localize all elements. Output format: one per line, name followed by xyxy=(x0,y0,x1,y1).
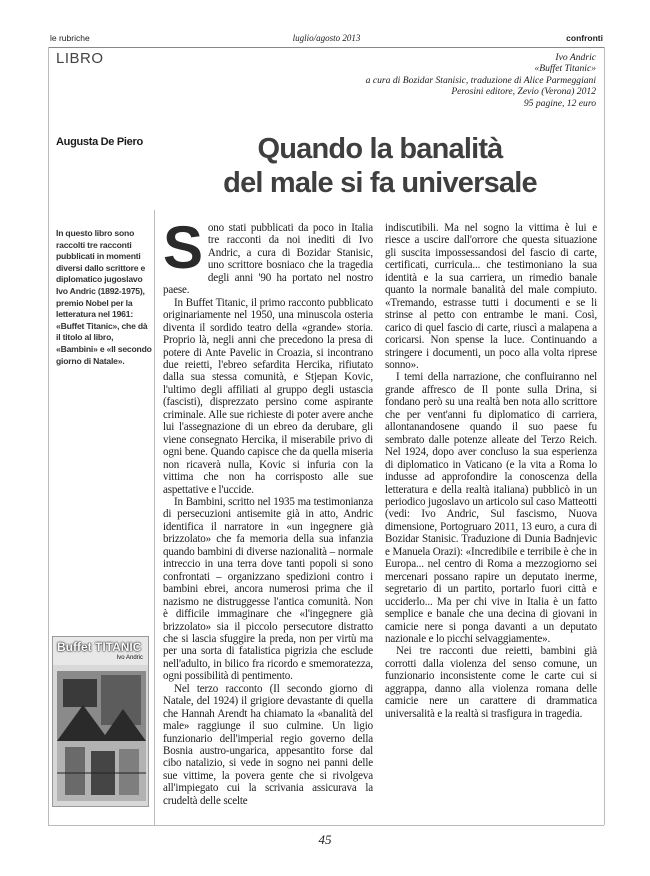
running-head xyxy=(50,33,603,47)
article-author: Augusta De Piero xyxy=(56,136,143,148)
paragraph: I temi della narrazione, che confluiranno nel grande affresco de Il ponte sulla Drina, si fondano però su una realtà ben nota allo scrittore che per vent'anni fu diplomatico di carriera, allontanandosene quando il suo paese fu sembrato dalle potenze alleate del Terzo Reich. Nel 1924, dopo aver concluso la sua esperienza di diplomatico in Vaticano (e la vita a Roma lo indusse ad approfondire la conoscenza della letteratura e della realtà italiana) pubblicò in un periodico jugoslavo un articolo sul caso Matteotti (vedi: Ivo Andric, Sul fascismo, Nuova dimensione, Portogruaro 2011, 13 euro, a cura di Bozidar Stanisic. Traduzione di Dunia Badnjevic e Manuela Orazi): «Incredibile e terribile è che in Europa... nel centro di Roma a mezzogiorno sei mercenari possano rapire un deputato inerme, segretario di un partito, portarlo fuori città e ucciderlo... Ma per chi vive in Italia è un fatto semplice e banale che una decina di giovani in camicie nere si ponga davanti a un deputato nazionale e lo picchi selvaggiamente». xyxy=(385,371,597,645)
paragraph: In Buffet Titanic, il primo racconto pubblicato originariamente nel 1950, una minuscola osteria diventa il sordido teatro della «grande» storia. Proprio là, negli anni che precedono la presa di potere di Ante Pavelic in Croazia, si incontrano due reietti, l'ebreo sefardita Hercika, rifiutato dalla sua stessa comunità, e Stjepan Kovic, l'ultimo degli affiliati al gruppo degli ustascia (fascisti), disprezzato persino come aspirante criminale. Alle sue richieste di poter avere anche lui l'assegnazione di un ebreo da derubare, gli viene consegnato Hercika, il miserabile privo di ogni bene. Quando capisce che da quella miseria non ricaverà nulla, Kovic si infuria con la vittima che non ha corrisposto alle sue aspettative e l'uccide. xyxy=(163,296,373,496)
sidebar-blurb: In questo libro sono raccolti tre racconti pubblicati in momenti diversi dallo scrittore e diplomatico jugoslavo Ivo Andric (1892-1975), premio Nobel per la letteratura nel 1961: «Buffet Titanic», che dà il titolo al libro, «Bambini» e «Il secondo giorno di Natale». xyxy=(56,228,152,366)
headline-line-1: Quando la banalità xyxy=(257,133,503,165)
page-number: 45 xyxy=(318,832,332,847)
paragraph: Sono stati pubblicati da poco in Italia tre racconti da noi inediti di Ivo Andric, a cura di Bozidar Stanisic, uno scrittore bosniaco che la tragedia degli anni '90 ha portato nel nostro paese. xyxy=(163,214,373,297)
book-info xyxy=(216,52,596,109)
cover-author: Ivo Andric xyxy=(116,655,143,661)
sidebar-divider xyxy=(154,210,155,825)
paragraph: Nei tre racconti due reietti, bambini già corrotti dalla violenza del senso comune, un funzionario inconsistente come le carte cui si aggrappa, danno alla violenza romana delle camicie nere un carattere di drammatica universalità e la realtà si trasfigura in tragedia. xyxy=(385,645,597,720)
book-credits: a cura di Bozidar Stanisic, traduzione di Alice Parmeggiani xyxy=(365,74,596,86)
issue-date: luglio/agosto 2013 xyxy=(292,33,361,43)
article-column-1 xyxy=(163,214,373,807)
book-title: «Buffet Titanic» xyxy=(534,63,596,75)
paragraph: Nel terzo racconto (Il secondo giorno di Natale, del 1924) il grigiore devastante di quella che Hannah Arendt ha chiamato la «banalità del male» raggiunge il suo culmine. Un ligio funzionario dell'imperial regio governo della Bosnia austro-ungarica, appesantito forse dal cibo natalizio, si vede in sogno nei panni delle sue vittime, la povera gente che si rivolgeva all'impiegato cui la scrivania assicurava la crudeltà delle scelte xyxy=(163,682,373,807)
cover-artwork xyxy=(53,665,149,807)
cover-title: Buffet TITANIC xyxy=(57,640,142,654)
book-cover-image xyxy=(52,636,149,807)
section-label: LIBRO xyxy=(56,50,104,67)
book-details: 95 pagine, 12 euro xyxy=(523,97,596,109)
paragraph: indiscutibili. Ma nel sogno la vittima è lui e riesce a uscire dall'orrore che questa situazione gli suscita impossessandosi del fascio di carte, certificati, curricula... che testimoniano la sua identità e la sua carriera, un rimedio banale quanto la normale banalità del male compiuto. «Tremando, estrasse tutti i documenti e se li strinse al petto con entrambe le mani. Così, carico di quel fascio di carte, riuscì a malapena a coricarsi. Non spense la luce. Continuando a stringere i documenti, un poco alla volta riprese sonno». xyxy=(385,222,597,371)
magazine-name: confronti xyxy=(566,33,603,43)
section-name: le rubriche xyxy=(50,33,90,43)
article-column-2 xyxy=(385,222,597,720)
frame-left-rule xyxy=(48,47,49,825)
frame-top-rule xyxy=(48,47,604,48)
headline-line-2: del male si fa universale xyxy=(223,167,537,199)
book-publisher: Perosini editore, Zevio (Verona) 2012 xyxy=(451,86,596,98)
paragraph: In Bambini, scritto nel 1935 ma testimonianza di persecuzioni antisemite già in atto, Andric identifica il narratore in «un ingegnere già brizzolato» che fa memoria della sua infanzia quando bambini di diverse nazionalità – normale intreccio in una terra dove tanti popoli si sono confrontati – organizzano spedizioni contro i bambini ebrei, ancora numerosi prima che il nazismo ne distruggesse l'antica comunità. Non è difficile immaginare che «l'ingegnere già brizzolato» sia il piccolo persecutore distratto che si lascia sfuggire la preda, non per virtù ma per una sorta di fatalistica pigrizia che esclude nell'adulto, in bilico fra ricordo e smemoratezza, ogni possibilità di pentimento. xyxy=(163,495,373,683)
drop-cap: S xyxy=(163,214,203,281)
frame-right-rule xyxy=(604,47,605,825)
frame-bottom-rule xyxy=(48,825,604,826)
headline xyxy=(170,132,590,200)
book-author: Ivo Andric xyxy=(555,52,596,63)
